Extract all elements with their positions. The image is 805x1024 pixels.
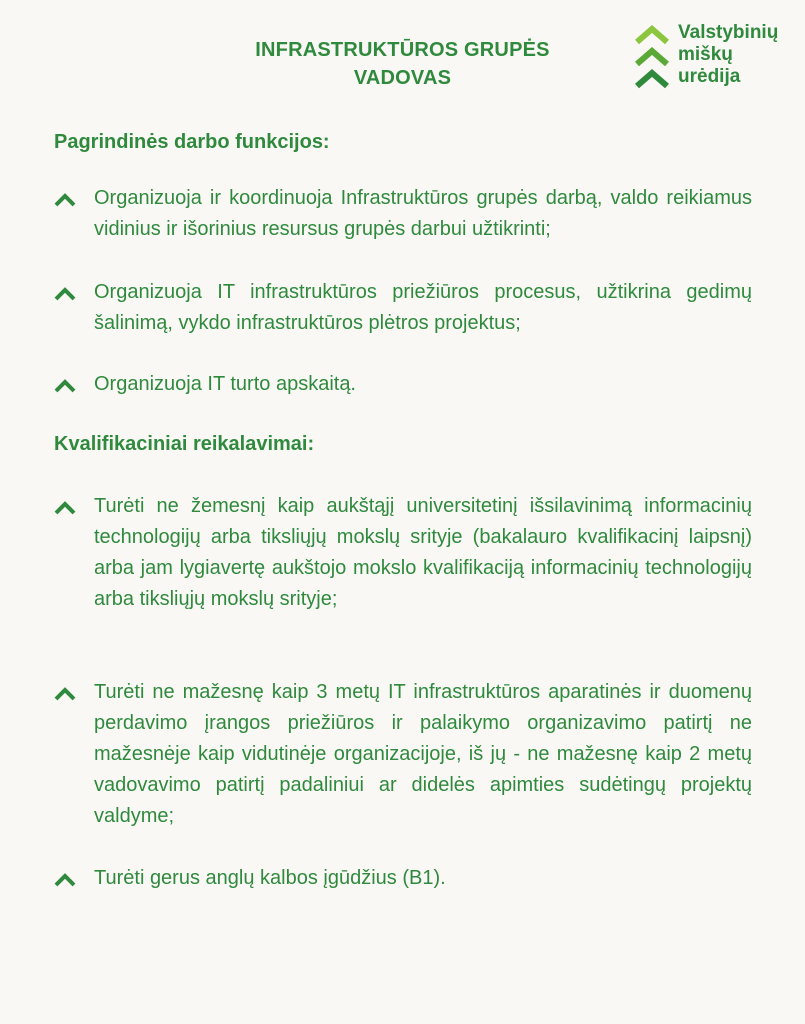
list-item-text: Organizuoja IT turto apskaitą. <box>94 373 356 395</box>
list-item <box>54 369 752 400</box>
logo-line-3: urėdija <box>678 66 741 87</box>
list-item <box>54 677 752 832</box>
logo-line-2: miškų <box>678 44 733 65</box>
logo <box>634 22 794 94</box>
functions-heading: Pagrindinės darbo funkcijos: <box>54 131 330 153</box>
chevron-bullet-icon <box>54 685 76 701</box>
list-item-text: Organizuoja IT infrastruktūros priežiūros procesus, užtikrina gedimų šalinimą, vykdo infrastruktūros plėtros projektus; <box>94 281 752 334</box>
chevron-bullet-icon <box>54 191 76 207</box>
list-item <box>54 277 752 339</box>
chevron-bullet-icon <box>54 285 76 301</box>
list-item-text: Turėti ne žemesnį kaip aukštąjį universitetinį išsilavinimą informacinių technologijų arba tiksliųjų mokslų srityje (bakalauro kvalifikacinį laipsnį) arba jam lygiavertę aukštojo mokslo kvalifikaciją informacinių technologijų arba tiksliųjų mokslų srityje; <box>94 495 752 610</box>
list-item <box>54 183 752 245</box>
chevron-bullet-icon <box>54 871 76 887</box>
tree-chevrons-icon <box>634 24 670 90</box>
title-line-2: VADOVAS <box>353 67 452 89</box>
page-title <box>200 36 605 92</box>
requirements-heading: Kvalifikaciniai reikalavimai: <box>54 433 315 455</box>
title-line-1: INFRASTRUKTŪROS GRUPĖS <box>255 39 550 61</box>
list-item <box>54 863 752 894</box>
chevron-bullet-icon <box>54 499 76 515</box>
list-item-text: Turėti gerus anglų kalbos įgūdžius (B1). <box>94 867 446 889</box>
list-item-text: Organizuoja ir koordinuoja Infrastruktūros grupės darbą, valdo reikiamus vidinius ir išorinius resursus grupės darbui užtikrinti; <box>94 187 752 240</box>
list-item-text: Turėti ne mažesnę kaip 3 metų IT infrastruktūros aparatinės ir duomenų perdavimo įrangos priežiūros ir palaikymo organizavimo patirtį ne mažesnėje kaip vidutinėje organizacijoje, iš jų - ne mažesnę kaip 2 metų vadovavimo patirtį padaliniui ar didelės apimties sudėtingų projektų valdyme; <box>94 681 752 827</box>
logo-text <box>678 22 778 88</box>
logo-line-1: Valstybinių <box>678 22 779 43</box>
list-item <box>54 491 752 615</box>
chevron-bullet-icon <box>54 377 76 393</box>
